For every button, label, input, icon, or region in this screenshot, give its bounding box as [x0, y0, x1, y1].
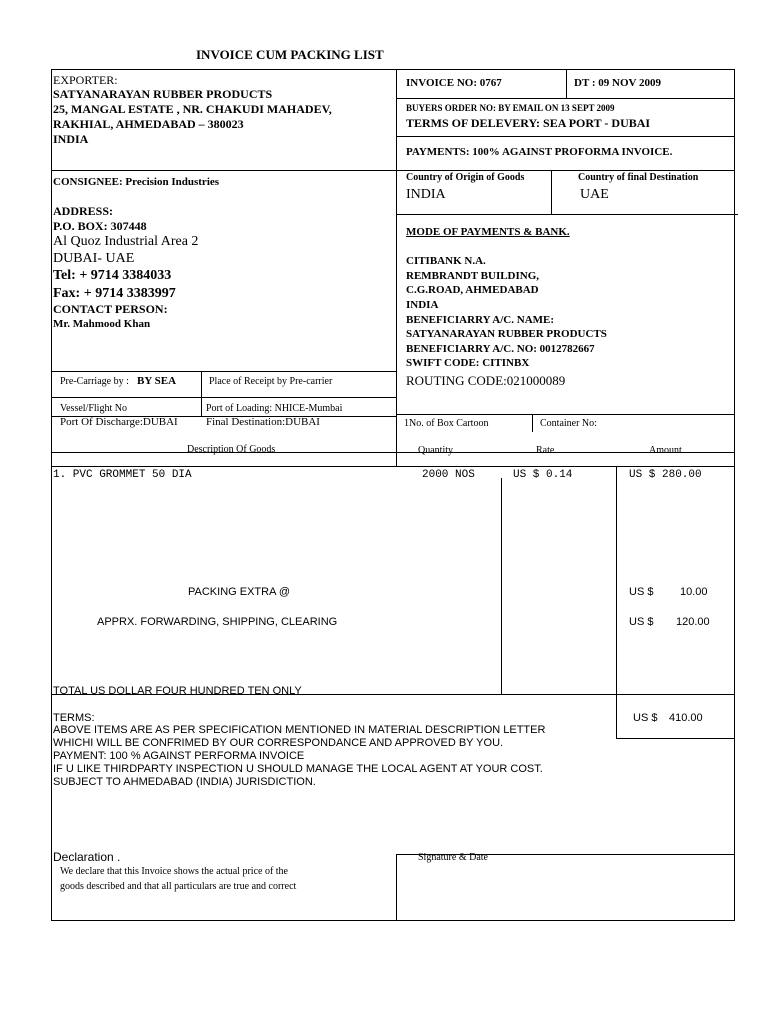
terms-line: WHICHI WILL BE CONFRIMED BY OUR CORRESPONDANCE AND APPROVED BY YOU. — [53, 737, 504, 749]
invoice-row-line — [396, 98, 734, 99]
outer-bottom-border — [51, 920, 734, 921]
amount-column-divider — [616, 466, 617, 738]
extra-packing-label: PACKING EXTRA @ — [188, 586, 291, 598]
col-header-quantity: Quantity — [418, 445, 453, 456]
pre-carriage-top-line — [51, 371, 396, 372]
extra-packing-currency: US $ — [629, 586, 654, 598]
declaration-heading: Declaration . — [53, 850, 121, 864]
col-header-rate: Rate — [536, 445, 555, 456]
columns-top-line — [51, 452, 734, 453]
declaration-line1: We declare that this Invoice shows the actual price of the — [60, 866, 288, 877]
consignee-row-line — [51, 170, 734, 171]
swift-code: SWIFT CODE: CITINBX — [406, 357, 530, 369]
origin-bottom-line — [396, 214, 738, 215]
terms-line: ABOVE ITEMS ARE AS PER SPECIFICATION MENTIONED IN MATERIAL DESCRIPTION LETTER — [53, 724, 546, 736]
consignee-contact-label: CONTACT PERSON: — [53, 302, 168, 316]
routing-code: ROUTING CODE:021000089 — [406, 373, 566, 388]
destination-label: Country of final Destination — [578, 172, 699, 183]
terms-line: PAYMENT: 100 % AGAINST PERFORMA INVOICE — [53, 750, 305, 762]
consignee-contact-name: Mr. Mahmood Khan — [53, 318, 151, 330]
extra-forwarding-label: APPRX. FORWARDING, SHIPPING, CLEARING — [97, 616, 338, 628]
box-cartoon-top-line — [396, 414, 734, 415]
consignee-area: Al Quoz Industrial Area 2 — [53, 234, 199, 249]
terms-line: IF U LIKE THIRDPARTY INSPECTION U SHOULD MANAGE THE LOCAL AGENT AT YOUR COST. — [53, 763, 543, 775]
item-amount: US $ 280.00 — [629, 469, 702, 481]
port-of-loading: Port of Loading: NHICE-Mumbai — [206, 403, 343, 414]
consignee-fax: Fax: + 9714 3383997 — [53, 286, 176, 301]
outer-top-border — [51, 69, 734, 70]
bank-name: CITIBANK N.A. — [406, 255, 486, 267]
port-of-discharge: Port Of Discharge:DUBAI — [60, 416, 178, 428]
extra-forwarding-amount: 120.00 — [676, 616, 710, 628]
item-rate: US $ 0.14 — [513, 469, 573, 481]
col-header-amount: Amount — [649, 445, 682, 456]
terms-line: SUBJECT TO AHMEDABAD (INDIA) JURISDICTION. — [53, 776, 316, 788]
terms-of-delivery: TERMS OF DELEVERY: SEA PORT - DUBAI — [406, 116, 651, 130]
invoice-date-divider — [566, 69, 567, 98]
terms-heading: TERMS: — [53, 712, 95, 724]
beneficiary-name-label: BENEFICIARRY A/C. NAME: — [406, 314, 555, 326]
document-title: INVOICE CUM PACKING LIST — [196, 47, 384, 62]
item-quantity: 2000 NOS — [422, 469, 475, 481]
consignee-po-box: P.O. BOX: 307448 — [53, 219, 147, 233]
total-amount-value: 410.00 — [669, 712, 703, 724]
exporter-label: EXPORTER: — [53, 73, 118, 87]
invoice-number: INVOICE NO: 0767 — [406, 77, 502, 89]
origin-value: INDIA — [406, 187, 446, 202]
place-of-receipt: Place of Receipt by Pre-carrier — [209, 376, 333, 387]
vessel-flight-no: Vessel/Flight No — [60, 403, 127, 414]
destination-value: UAE — [580, 187, 609, 202]
extra-packing-amount: 10.00 — [680, 586, 708, 598]
exporter-address-line1: 25, MANGAL ESTATE , NR. CHAKUDI MAHADEV, — [53, 102, 332, 116]
consignee-city: DUBAI- UAE — [53, 251, 135, 266]
payment-terms: PAYMENTS: 100% AGAINST PROFORMA INVOICE. — [406, 146, 673, 158]
container-divider — [532, 414, 533, 432]
columns-bottom-line — [51, 466, 734, 467]
exporter-country: INDIA — [53, 132, 89, 146]
center-divider-upper — [396, 69, 397, 467]
center-divider-signature — [396, 854, 397, 921]
vessel-top-line — [51, 397, 396, 398]
pre-carriage-label: Pre-Carriage by : — [60, 376, 129, 387]
final-destination: Final Destination:DUBAI — [206, 416, 320, 428]
rate-column-divider — [501, 478, 502, 694]
terms-row-line — [396, 136, 734, 137]
consignee-tel: Tel: + 9714 3384033 — [53, 268, 172, 283]
beneficiary-account-no: BENEFICIARRY A/C. NO: 0012782667 — [406, 343, 595, 355]
bank-heading: MODE OF PAYMENTS & BANK. — [406, 226, 570, 238]
total-amount-currency: US $ — [633, 712, 658, 724]
signature-date-label: Signature & Date — [418, 852, 488, 863]
consignee-label: CONSIGNEE: Precision Industries — [53, 176, 220, 188]
bank-country: INDIA — [406, 299, 439, 311]
origin-divider — [551, 170, 552, 214]
invoice-date: DT : 09 NOV 2009 — [574, 77, 661, 89]
total-amount-line — [616, 738, 734, 739]
col-header-description: Description Of Goods — [187, 444, 276, 455]
pre-carriage-value: BY SEA — [137, 375, 177, 387]
shipping-divider — [201, 371, 202, 416]
consignee-address-label: ADDRESS: — [53, 204, 114, 218]
exporter-name: SATYANARAYAN RUBBER PRODUCTS — [53, 87, 273, 101]
container-no: Container No: — [540, 418, 597, 429]
beneficiary-name: SATYANARAYAN RUBBER PRODUCTS — [406, 328, 607, 340]
declaration-line2: goods described and that all particulars are true and correct — [60, 881, 297, 892]
exporter-address-line2: RAKHIAL, AHMEDABAD – 380023 — [53, 117, 244, 131]
bank-road: C.G.ROAD, AHMEDABAD — [406, 284, 539, 296]
item-description: 1. PVC GROMMET 50 DIA — [53, 469, 192, 481]
origin-label: Country of Origin of Goods — [406, 172, 525, 183]
bank-building: REMBRANDT BUILDING, — [406, 270, 540, 282]
outer-right-border — [734, 69, 735, 921]
buyers-order: BUYERS ORDER NO: BY EMAIL ON 13 SEPT 2009 — [406, 103, 615, 113]
total-in-words: TOTAL US DOLLAR FOUR HUNDRED TEN ONLY — [53, 685, 302, 697]
outer-left-border — [51, 69, 52, 921]
extra-forwarding-currency: US $ — [629, 616, 654, 628]
box-cartoon-count: 1No. of Box Cartoon — [404, 418, 489, 429]
